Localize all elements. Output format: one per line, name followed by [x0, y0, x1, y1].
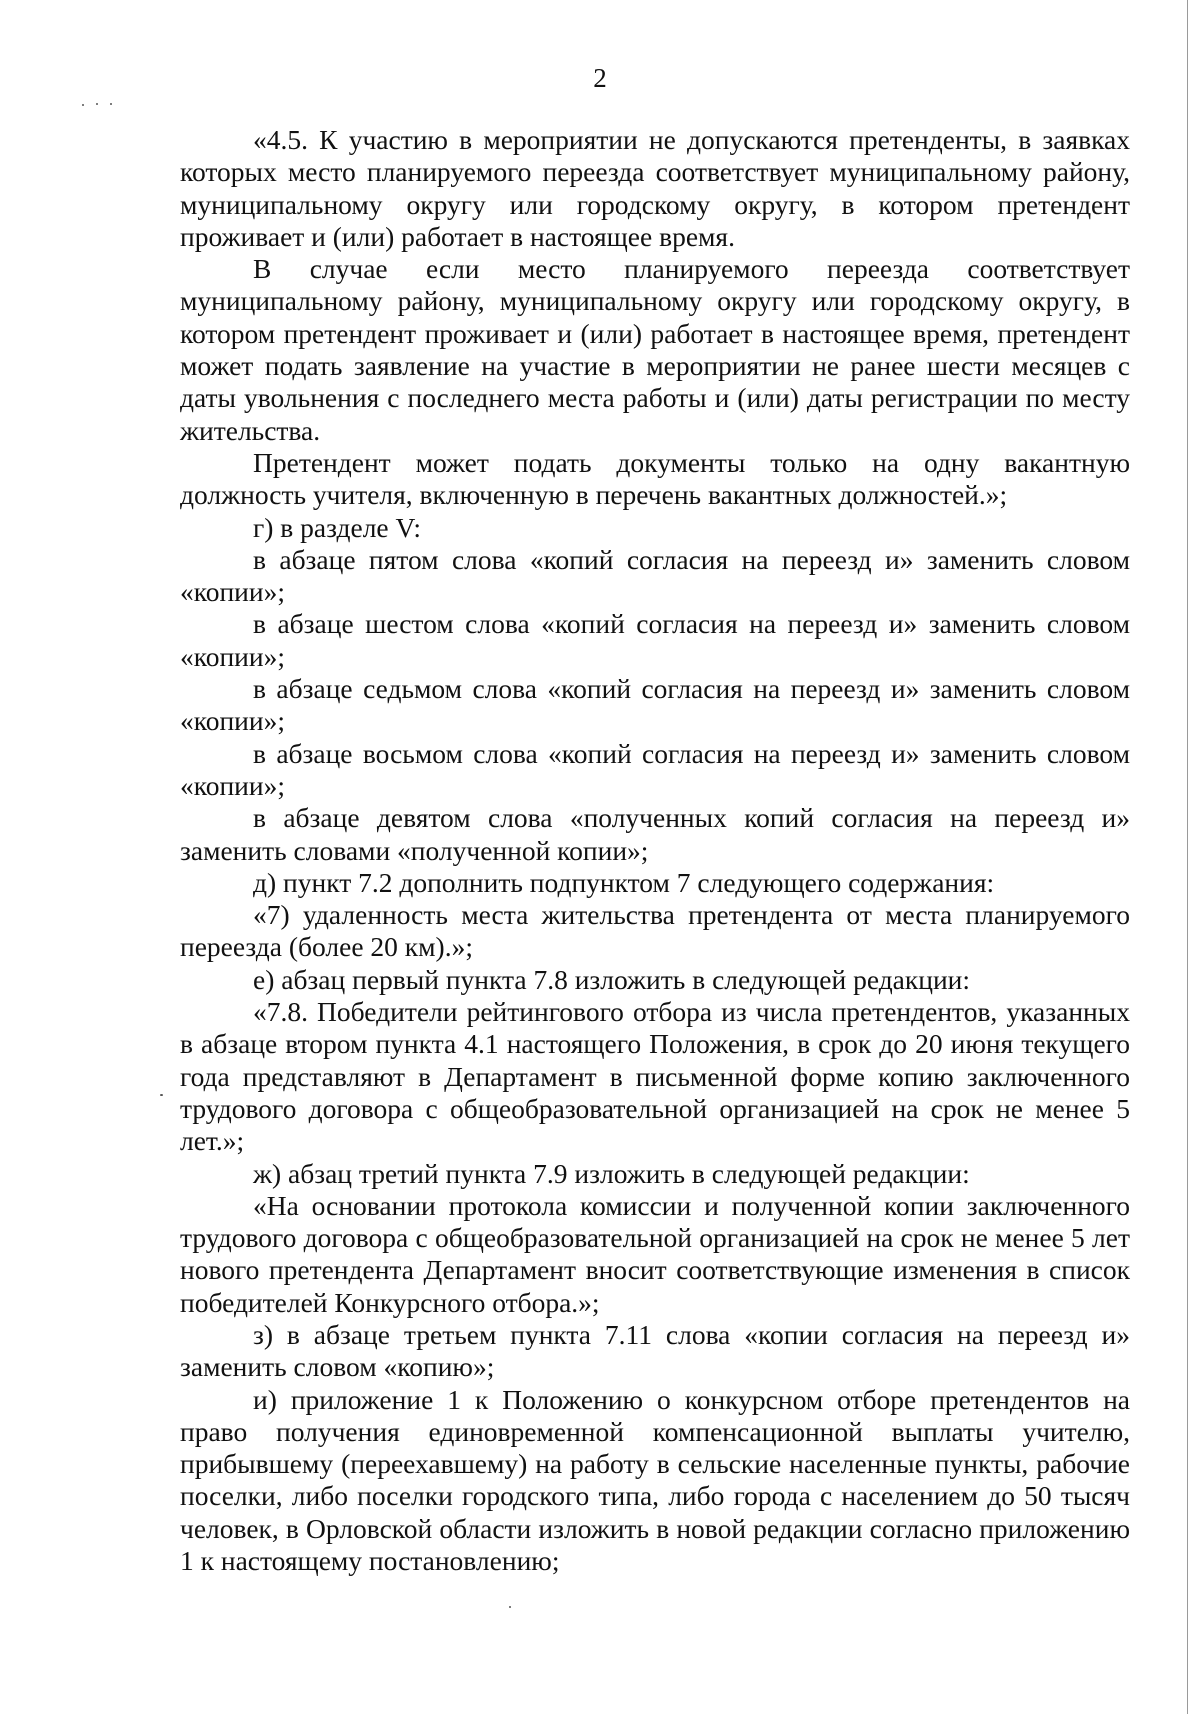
paragraph-item-zh: ж) абзац третий пункта 7.9 изложить в следующей редакции: — [253, 1157, 970, 1189]
paragraph-abzac-7: в абзаце седьмом слова «копий согласия на переезд и» заменить словом «копии»; — [180, 673, 1130, 737]
paragraph-4-5: «4.5. К участию в мероприятии не допускаются претенденты, в заявках которых место планируемого переезда соответствует муниципальному району, муниципальному округу или городскому округу, в котором претендент проживает и (или) работает в настоящее время. — [180, 124, 1130, 252]
scan-speck — [160, 1094, 163, 1096]
paragraph-7-8: «7.8. Победители рейтингового отбора из числа претендентов, указанных в абзаце втором пункта 4.1 настоящего Положения, в срок до 20 июня текущего года представляют в Департамент в письменной форме копию заключенного трудового договора с общеобразовательной организацией на срок не менее 5 лет.»; — [180, 996, 1130, 1157]
paragraph-one-vacancy: Претендент может подать документы только на одну вакантную должность учителя, включенную в перечень вакантных должностей.»; — [180, 446, 1130, 511]
page-number: 2 — [593, 63, 607, 93]
paragraph-subitem-7: «7) удаленность места жительства претендента от места планируемого переезда (более 20 км).»; — [180, 899, 1130, 963]
paragraph-item-z: з) в абзаце третьем пункта 7.11 слова «копии согласия на переезд и» заменить словом «копию»; — [180, 1318, 1130, 1383]
paragraph-item-i: и) приложение 1 к Положению о конкурсном отборе претендентов на право получения единовременной компенсационной выплаты учителю, прибывшему (переехавшему) на работу в сельские населенные пункты, рабочие поселки, либо поселки городского типа, либо города с населением до 50 тысяч человек, в Орловской области изложить в новой редакции согласно приложению 1 к настоящему постановлению; — [180, 1383, 1130, 1577]
scan-speck — [96, 103, 98, 105]
paragraph-abzac-5: в абзаце пятом слова «копий согласия на переезд и» заменить словом «копии»; — [180, 543, 1130, 608]
document-body — [180, 124, 1130, 1577]
paragraph-abzac-6: в абзаце шестом слова «копий согласия на переезд и» заменить словом «копии»; — [180, 608, 1130, 672]
paragraph-item-g: г) в разделе V: — [253, 511, 421, 543]
scan-speck — [509, 1606, 511, 1608]
paragraph-abzac-9: в абзаце девятом слова «полученных копий согласия на переезд и» заменить словами «полученной копии»; — [180, 802, 1130, 866]
scan-edge-line — [1187, 0, 1188, 1714]
scan-speck — [82, 104, 84, 106]
scan-speck — [110, 103, 112, 105]
paragraph-item-d: д) пункт 7.2 дополнить подпунктом 7 следующего содержания: — [253, 866, 995, 898]
paragraph-abzac-8: в абзаце восьмом слова «копий согласия на переезд и» заменить словом «копии»; — [180, 737, 1130, 801]
paragraph-7-9-text: «На основании протокола комиссии и полученной копии заключенного трудового договора с общеобразовательной организацией на срок не менее 5 лет нового претендента Департамент вносит соответствующие изменения в список победителей Конкурсного отбора.»; — [180, 1189, 1130, 1318]
paragraph-item-e: е) абзац первый пункта 7.8 изложить в следующей редакции: — [253, 963, 971, 995]
paragraph-relocation-same-district: В случае если место планируемого переезда соответствует муниципальному району, муниципальному округу или городскому округу, в котором претендент проживает и (или) работает в настоящее время, претендент может подать заявление на участие в мероприятии не ранее шести месяцев с даты увольнения с последнего места работы и (или) даты регистрации по месту жительства. — [180, 253, 1130, 446]
